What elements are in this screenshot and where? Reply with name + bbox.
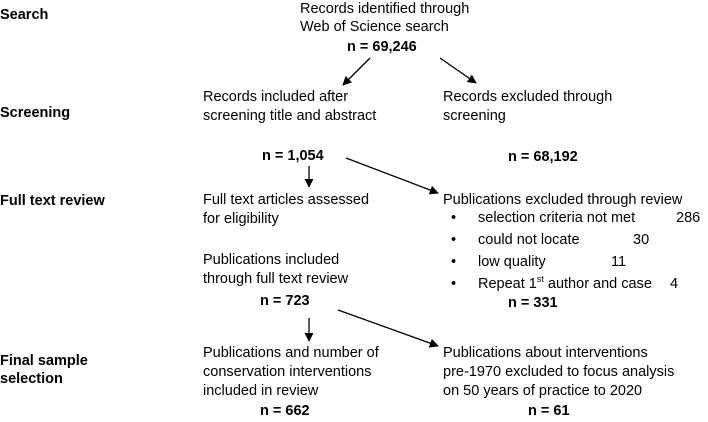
arrow-search-to-included [343,58,370,85]
bullet-icon: • [451,254,457,270]
screening-included-line2: screening title and abstract [203,108,377,124]
exclusion-reason-value: 286 [676,210,701,226]
stage-full-text-review: Full text review [0,193,105,209]
final-included-line3: included in review [203,383,319,399]
search-records-count: n = 69,246 [347,39,417,55]
arrow-fulltext-to-pre1970-excluded [338,310,438,346]
fulltext-assessed-line2: for eligibility [203,211,279,227]
fulltext-included-count: n = 723 [260,293,310,309]
exclusion-reason-value: 4 [670,276,679,292]
screening-excluded-line2: screening [443,108,506,124]
exclusion-reason-label: selection criteria not met [478,210,636,226]
final-excluded-count: n = 61 [528,403,570,419]
screening-included-line1: Records included after [203,89,349,105]
exclusion-reason-label: low quality [478,254,546,270]
bullet-icon: • [451,210,457,226]
stage-screening: Screening [0,105,71,121]
search-records-line2: Web of Science search [300,19,449,35]
final-excluded-line2: pre-1970 excluded to focus analysis [443,364,675,380]
exclusion-reason-value: 11 [611,254,627,270]
final-included-count: n = 662 [260,403,310,419]
bullet-icon: • [451,276,457,292]
final-included-line2: conservation interventions [203,364,372,380]
final-excluded-line3: on 50 years of practice to 2020 [443,383,643,399]
arrow-search-to-excluded [440,58,476,83]
bullet-icon: • [451,232,457,248]
stage-final-sample-line1: Final sample [0,353,88,369]
fulltext-included-line1: Publications included [203,252,340,268]
screening-excluded-line1: Records excluded through [443,89,613,105]
exclusion-reason-label: could not locate [478,232,580,248]
final-included-line1: Publications and number of [203,345,379,361]
stage-search: Search [0,7,49,23]
arrow-included-to-review-excluded [346,158,438,193]
fulltext-excluded-count: n = 331 [508,295,558,311]
stage-final-sample-line2: selection [0,371,63,387]
fulltext-assessed-line1: Full text articles assessed [203,192,370,208]
final-excluded-line1: Publications about interventions [443,345,648,361]
search-records-line1: Records identified through [300,1,470,17]
fulltext-included-line2: through full text review [203,271,349,287]
screening-excluded-count: n = 68,192 [508,149,578,165]
fulltext-excluded-title: Publications excluded through review [443,192,683,208]
exclusion-reason-label: Repeat 1st author and case [478,274,652,292]
screening-included-count: n = 1,054 [262,148,324,164]
exclusion-reason-value: 30 [633,232,650,248]
